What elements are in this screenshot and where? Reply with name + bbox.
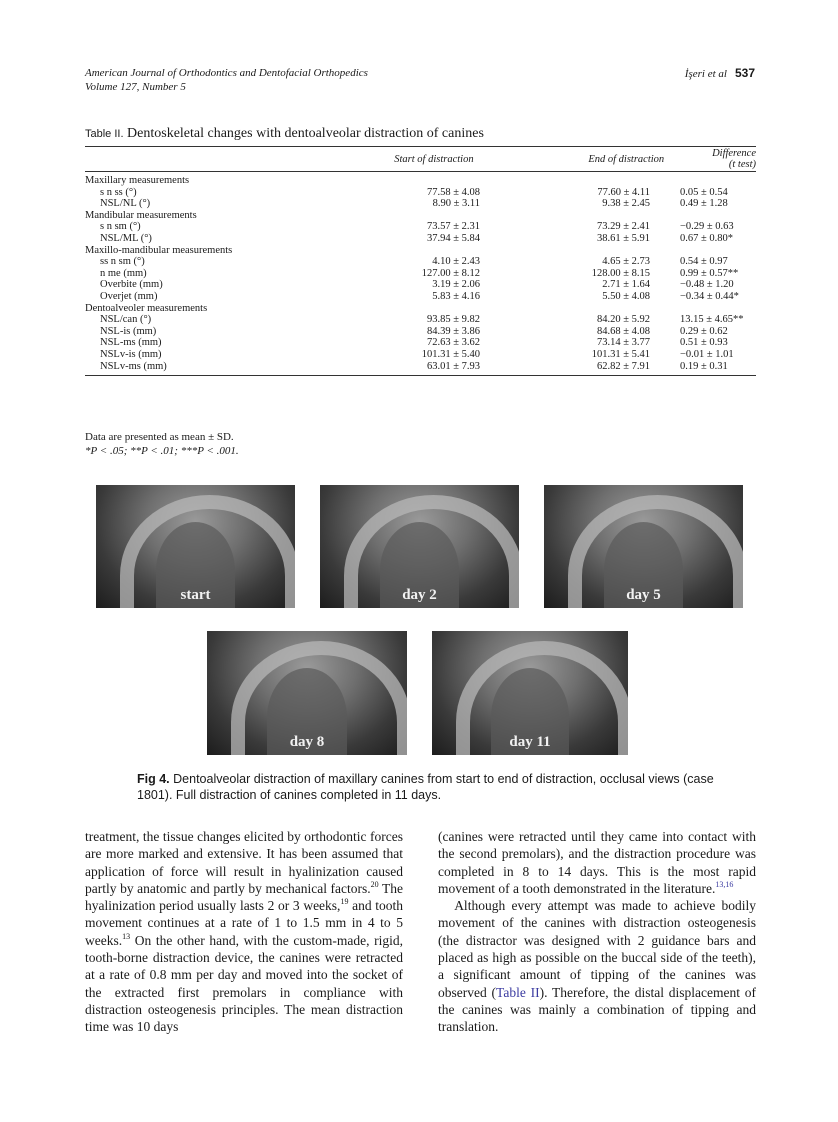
row-label: NSL/ML (°) [100, 232, 152, 244]
footnote-data-format: Data are presented as mean ± SD. [85, 431, 234, 443]
figure-label: Fig 4. [137, 772, 170, 786]
diff-value: 0.19 ± 0.31 [680, 360, 728, 372]
group-row [85, 303, 756, 315]
row-label: NSLv-ms (mm) [100, 360, 167, 372]
table-reference-link[interactable]: Table II [496, 984, 540, 1000]
header-start: Start of distraction [394, 153, 474, 165]
text-run: and tooth movement continues at a rate of 1 to 1.5 mm in 4 to 5 weeks. [85, 898, 403, 948]
table-row [85, 326, 756, 338]
table-label: Table II. [85, 128, 124, 140]
row-label: ss n sm (°) [100, 256, 145, 268]
journal-title: American Journal of Orthodontics and Dentofacial Orthopedics [85, 67, 368, 79]
start-value: 72.63 ± 3.62 [426, 337, 480, 349]
start-value: 4.10 ± 2.43 [432, 256, 480, 268]
start-value: 5.83 ± 4.16 [432, 290, 480, 302]
start-value: 37.94 ± 5.84 [426, 232, 480, 244]
start-value: 84.39 ± 3.86 [426, 325, 480, 337]
table-row [85, 187, 756, 199]
table-caption [85, 126, 484, 142]
end-value: 101.31 ± 5.41 [591, 348, 650, 360]
occlusal-photo-day-5 [544, 485, 743, 608]
table-row [85, 361, 756, 373]
table-row [85, 221, 756, 233]
row-label: NSL/can (°) [100, 314, 152, 326]
table-row [85, 233, 756, 245]
table-row [85, 279, 756, 291]
row-label: NSLv-is (mm) [100, 348, 162, 360]
diff-value: 0.54 ± 0.97 [680, 256, 728, 268]
text-run: ). Therefore, the distal displacement of the canines was mainly a combination of tipping and translation. [438, 984, 757, 1035]
table-header-rule [85, 171, 756, 172]
table-bottom-rule [85, 375, 756, 376]
figure-caption [137, 771, 737, 803]
paragraph [438, 897, 756, 1035]
row-label: NSL-is (mm) [100, 325, 157, 337]
diff-value: 0.67 ± 0.80* [680, 232, 734, 244]
diff-value: −0.29 ± 0.63 [680, 221, 734, 233]
start-value: 77.58 ± 4.08 [426, 186, 480, 198]
group-row [85, 245, 756, 257]
row-label: Overjet (mm) [100, 290, 158, 302]
text-run: Although every attempt was made to achieve bodily movement of the canines with distraction osteogenesis (the distractor was designed with 2 guidance bars and placed as high as possible on the buccal side of the teeth), a significant amount of tipping of the canines was observed ( [438, 898, 756, 1000]
citation[interactable]: 20 [370, 879, 379, 889]
diff-value: 0.51 ± 0.93 [680, 337, 728, 349]
diff-value: −0.48 ± 1.20 [680, 279, 734, 291]
text-run: (canines were retracted until they came into contact with the second premolars), and the distraction procedure was completed in 8 to 14 days. This is the most rapid movement of a tooth demonstrated in the literature. [438, 829, 756, 896]
occlusal-photo-day-11 [432, 631, 628, 755]
end-value: 128.00 ± 8.15 [591, 267, 650, 279]
page-number: 537 [734, 66, 755, 80]
diff-value: 0.99 ± 0.57** [680, 267, 739, 279]
row-label: s n sm (°) [100, 221, 141, 233]
group-label: Dentoalveoler measurements [85, 302, 208, 314]
end-value: 5.50 ± 4.08 [602, 290, 650, 302]
diff-value: −0.34 ± 0.44* [680, 290, 739, 302]
start-value: 73.57 ± 2.31 [426, 221, 480, 233]
figure-caption-text: Dentoalveolar distraction of maxillary canines from start to end of distraction, occlusal views (case 1801). Full distraction of canines completed in 11 days. [137, 772, 714, 802]
photo-label: day 5 [626, 587, 661, 603]
start-value: 127.00 ± 8.12 [421, 267, 480, 279]
group-label: Maxillo-mandibular measurements [85, 244, 233, 256]
row-label: n me (mm) [100, 267, 147, 279]
citation[interactable]: 13 [122, 931, 131, 941]
end-value: 62.82 ± 7.91 [596, 360, 650, 372]
table-row [85, 198, 756, 210]
photo-label: day 8 [289, 734, 325, 750]
start-value: 3.19 ± 2.06 [432, 279, 480, 291]
table-row [85, 337, 756, 349]
end-value: 73.29 ± 2.41 [596, 221, 650, 233]
table-footnotes [85, 430, 239, 458]
table-row [85, 314, 756, 326]
end-value: 84.20 ± 5.92 [596, 314, 650, 326]
row-label: NSL-ms (mm) [100, 337, 162, 349]
diff-value: 0.49 ± 1.28 [680, 198, 728, 210]
body-column-left [85, 828, 403, 1036]
table-header-row [85, 147, 756, 171]
row-label: Overbite (mm) [100, 279, 163, 291]
start-value: 93.85 ± 9.82 [426, 314, 480, 326]
text-run: The hyalinization period usually lasts 2 or 3 weeks, [85, 880, 404, 914]
diff-value: 0.05 ± 0.54 [680, 186, 728, 198]
end-value: 9.38 ± 2.45 [602, 198, 650, 210]
diff-value: 13.15 ± 4.65** [680, 314, 744, 326]
start-value: 8.90 ± 3.11 [432, 198, 480, 210]
end-value: 77.60 ± 4.11 [597, 186, 650, 198]
start-value: 63.01 ± 7.93 [426, 360, 480, 372]
authors: İşeri et al [684, 68, 727, 80]
header-end: End of distraction [588, 153, 665, 165]
photo-label: day 11 [509, 734, 551, 750]
diff-value: 0.29 ± 0.62 [680, 325, 728, 337]
photo-label: start [180, 587, 211, 603]
text-run: treatment, the tissue changes elicited by orthodontic forces are more marked and extensive. It has been assumed that application of force will result in hyalinization caused partly by anatomic and partly by mechanical factors. [85, 829, 403, 896]
group-row [85, 175, 756, 187]
paragraph [438, 828, 756, 897]
end-value: 84.68 ± 4.08 [596, 325, 650, 337]
group-row [85, 210, 756, 222]
row-label: NSL/NL (°) [100, 198, 151, 210]
occlusal-photo-day-8 [207, 631, 407, 755]
diff-value: −0.01 ± 1.01 [680, 348, 734, 360]
journal-info [85, 66, 368, 94]
citation[interactable]: 13,16 [715, 879, 734, 889]
footnote-significance: *P < .05; **P < .01; ***P < .001. [85, 445, 239, 457]
photo-label: day 2 [402, 587, 437, 603]
start-value: 101.31 ± 5.40 [421, 348, 480, 360]
table-row [85, 291, 756, 303]
table-row [85, 349, 756, 361]
data-table [85, 146, 756, 376]
occlusal-photo-start [96, 485, 295, 608]
citation[interactable]: 19 [340, 897, 349, 907]
table-title: Dentoskeletal changes with dentoalveolar distraction of canines [127, 126, 484, 141]
end-value: 2.71 ± 1.64 [602, 279, 650, 291]
author-page [685, 66, 755, 81]
table-row [85, 268, 756, 280]
group-label: Mandibular measurements [85, 209, 197, 221]
row-label: s n ss (°) [100, 186, 137, 198]
end-value: 4.65 ± 2.73 [602, 256, 650, 268]
paragraph [85, 828, 403, 1036]
table-row [85, 256, 756, 268]
text-run: On the other hand, with the custom-made, rigid, tooth-borne distraction device, the canines were retracted at a rate of 0.8 mm per day and moved into the socket of the extracted first premolars in compliance with distraction osteogenesis principles. The mean distraction time was 10 days [85, 932, 403, 1035]
group-label: Maxillary measurements [85, 175, 190, 186]
end-value: 38.61 ± 5.91 [596, 232, 650, 244]
header-label [85, 147, 307, 171]
header-diff: Difference (t test) [712, 148, 756, 170]
occlusal-photo-day-2 [320, 485, 519, 608]
journal-volume: Volume 127, Number 5 [85, 81, 186, 93]
end-value: 73.14 ± 3.77 [596, 337, 650, 349]
body-column-right [438, 828, 756, 1036]
